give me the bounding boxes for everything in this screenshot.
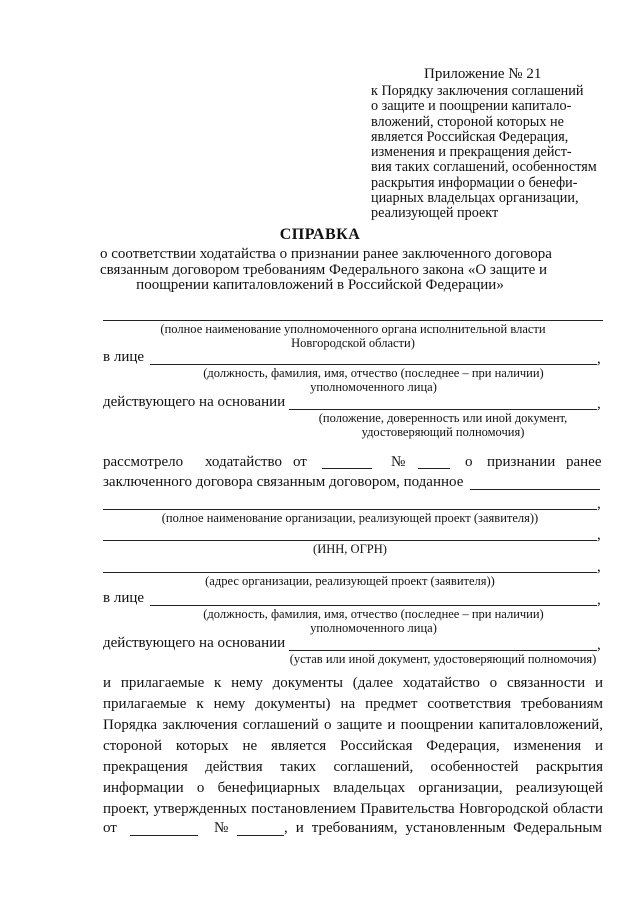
- organ-name-line: [103, 320, 603, 321]
- appendix-line: о защите и поощрении капитало-: [371, 98, 572, 115]
- appendix-line: вложений, стороной которых не: [371, 113, 564, 130]
- person2-hint-line: (должность, фамилия, имя, отчество (последнее – при наличии): [203, 607, 544, 621]
- basis-hint-line: удостоверяющий полномочия): [361, 425, 525, 439]
- comma: ,: [597, 527, 601, 543]
- last-line-from: от: [103, 820, 117, 836]
- appendix-line: раскрытия информации о бенефи-: [371, 174, 578, 191]
- appendix-line: вия таких соглашений, особенностям: [371, 159, 597, 176]
- reviewed-word: ранее: [566, 454, 602, 470]
- appendix-line: является Российская Федерация,: [371, 128, 569, 145]
- comma: ,: [597, 396, 601, 412]
- basis-hint: [289, 411, 597, 439]
- reviewed-word: ходатайство: [205, 454, 283, 470]
- comma: ,: [597, 637, 601, 653]
- reviewed-word: от: [293, 454, 307, 470]
- person2-hint: [150, 607, 597, 635]
- basis-line: [289, 409, 597, 410]
- main-paragraph: [103, 673, 603, 820]
- in-person-label: в лице: [103, 590, 145, 606]
- comma: ,: [597, 351, 601, 367]
- document-title: СПРАВКА: [279, 226, 361, 243]
- date-blank: [322, 468, 372, 469]
- paragraph-line: Порядка заключения соглашений о защите и поощрении капиталовложений,: [103, 717, 603, 733]
- appendix-title: Приложение № 21: [424, 66, 542, 82]
- org-hint: (полное наименование организации, реализующей проект (заявителя)): [161, 511, 539, 525]
- person2-line: [150, 605, 597, 606]
- paragraph-line: и прилагаемые к нему документы (далее ходатайство о связанности и: [103, 675, 603, 691]
- subtitle-line: поощрении капиталовложений в Российской Федерации»: [136, 277, 504, 293]
- appendix-line: реализующей проект: [371, 205, 499, 222]
- contract-blank: [470, 489, 600, 490]
- address-line: [103, 572, 597, 573]
- decree-date-blank: [130, 835, 198, 836]
- paragraph-line: проект, утвержденных постановлением Правительства Новгородской области: [103, 801, 603, 817]
- organ-hint-line: Новгородской области): [291, 336, 415, 350]
- comma: ,: [597, 496, 601, 512]
- reviewed-word: о: [465, 454, 473, 470]
- number-sign: №: [391, 454, 406, 470]
- address-hint: (адрес организации, реализующей проект (заявителя)): [205, 574, 495, 588]
- person-hint-line: уполномоченного лица): [310, 380, 437, 394]
- comma: ,: [597, 559, 601, 575]
- appendix-line: к Порядку заключения соглашений: [371, 83, 584, 99]
- document-subtitle: [100, 246, 552, 294]
- appendix-text: [371, 84, 597, 222]
- reviewed-word: рассмотрело: [103, 454, 184, 470]
- basis-hint-line: (положение, доверенность или иной документ,: [318, 411, 568, 425]
- subtitle-line: связанным договором требованиям Федерального закона «О защите и: [100, 261, 548, 278]
- reviewed-word: признании: [487, 454, 556, 470]
- org-name-line: [103, 509, 597, 510]
- paragraph-line: прекращения действия таких соглашений, особенностей раскрытия: [103, 759, 603, 775]
- acting-label: действующего на основании: [103, 635, 286, 651]
- in-person-label: в лице: [103, 349, 145, 365]
- organ-hint: [103, 322, 603, 350]
- comma: ,: [597, 592, 601, 608]
- inn-hint: (ИНН, ОГРН): [313, 542, 387, 556]
- charter-hint: (устав или иной документ, удостоверяющий полномочия): [289, 652, 597, 666]
- last-line-number-sign: №: [214, 820, 229, 836]
- paragraph-line: прилагаемые к нему документы) на предмет соответствия требованиям: [103, 696, 603, 712]
- appendix-line: циарных владельцах организации,: [371, 190, 579, 207]
- appendix-line: изменения и прекращения дейст-: [371, 144, 572, 161]
- last-line-text: , и требованиям, установленным Федеральным: [284, 820, 602, 836]
- person-hint-line: (должность, фамилия, имя, отчество (последнее – при наличии): [203, 366, 544, 380]
- person2-hint-line: уполномоченного лица): [310, 621, 437, 635]
- decree-number-blank: [237, 835, 284, 836]
- person-line: [150, 364, 597, 365]
- contract-line: заключенного договора связанным договором, поданное: [103, 474, 464, 490]
- charter-line: [289, 650, 597, 651]
- inn-line: [103, 540, 597, 541]
- paragraph-line: стороной которых не является Российская Федерация, изменения и: [103, 738, 603, 754]
- organ-hint-line: (полное наименование уполномоченного органа исполнительной власти: [160, 322, 546, 336]
- acting-label: действующего на основании: [103, 394, 286, 410]
- person-hint: [150, 366, 597, 394]
- number-blank: [418, 468, 450, 469]
- subtitle-line: о соответствии ходатайства о признании ранее заключенного договора: [100, 246, 552, 262]
- paragraph-line: информации о бенефициарных владельцах организации, реализующей: [103, 780, 603, 796]
